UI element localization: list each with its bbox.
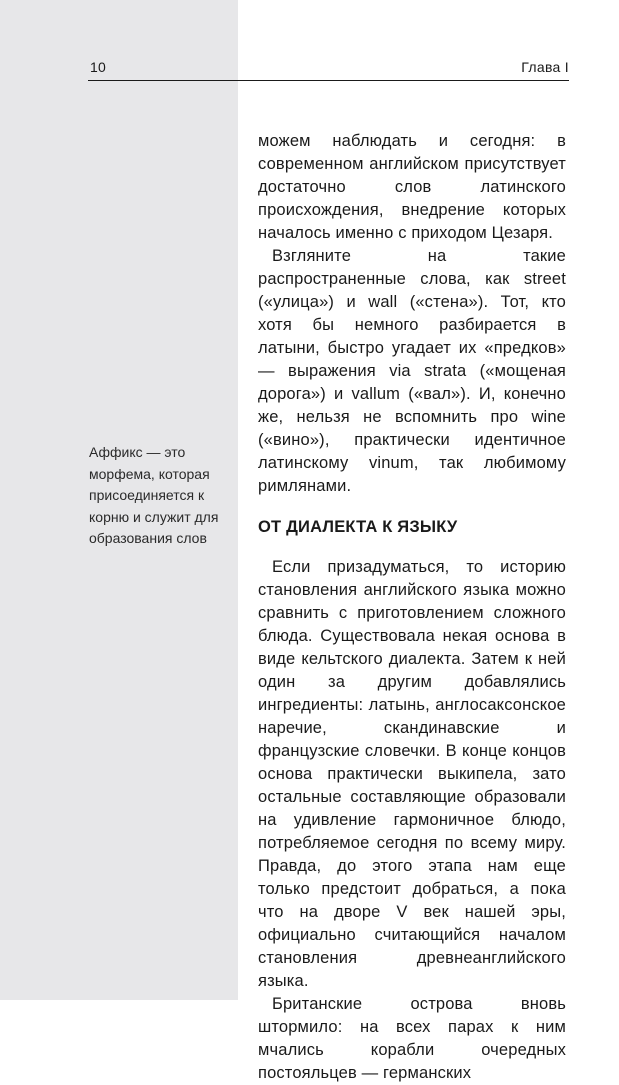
- running-header: [88, 56, 569, 81]
- paragraph-continuation: можем наблюдать и сегодня: в современном английском присутствует достаточно слов латинского происхождения, внедрение которых началось именно с приходом Цезаря.: [258, 132, 566, 242]
- chapter-title: Глава I: [521, 59, 569, 75]
- paragraph-british-isles: Британские острова вновь штормило: на всех парах к ним мчались корабли очередных постояльцев — германских: [258, 995, 566, 1082]
- page-number: 10: [90, 59, 106, 75]
- section-heading: ОТ ДИАЛЕКТА К ЯЗЫКУ: [258, 518, 458, 536]
- main-text-column: [258, 130, 566, 1085]
- margin-note-definition: Аффикс — это морфема, которая присоединяется к корню и служит для образования слов: [89, 444, 219, 546]
- paragraph-language-history: Если призадуматься, то историю становления английского языка можно сравнить с приготовлением сложного блюда. Существовала некая основа в виде кельтского диалекта. Затем к ней один за другим добавлялись ингредиенты: латынь, англосаксонское наречие, скандинавские и французские словечки. В конце концов основа практически выкипела, зато остальные составляющие образовали на удивление гармоничное блюдо, потребляемое сегодня по всему миру. Правда, до этого этапа нам еще только предстоит добраться, а пока что на дворе V век нашей эры, официально считающийся началом становления древнеанглийского языка.: [258, 558, 566, 990]
- paragraph-latin-words: Взгляните на такие распространенные слова, как street («улица») и wall («стена»). Тот, кто хотя бы немного разбирается в латыни, быстро угадает их «предков» — выражения via strata («мощеная дорога») и vallum («вал»). И, конечно же, нельзя не вспомнить про wine («вино»), практически идентичное латинскому vinum, так любимому римлянами.: [258, 247, 566, 495]
